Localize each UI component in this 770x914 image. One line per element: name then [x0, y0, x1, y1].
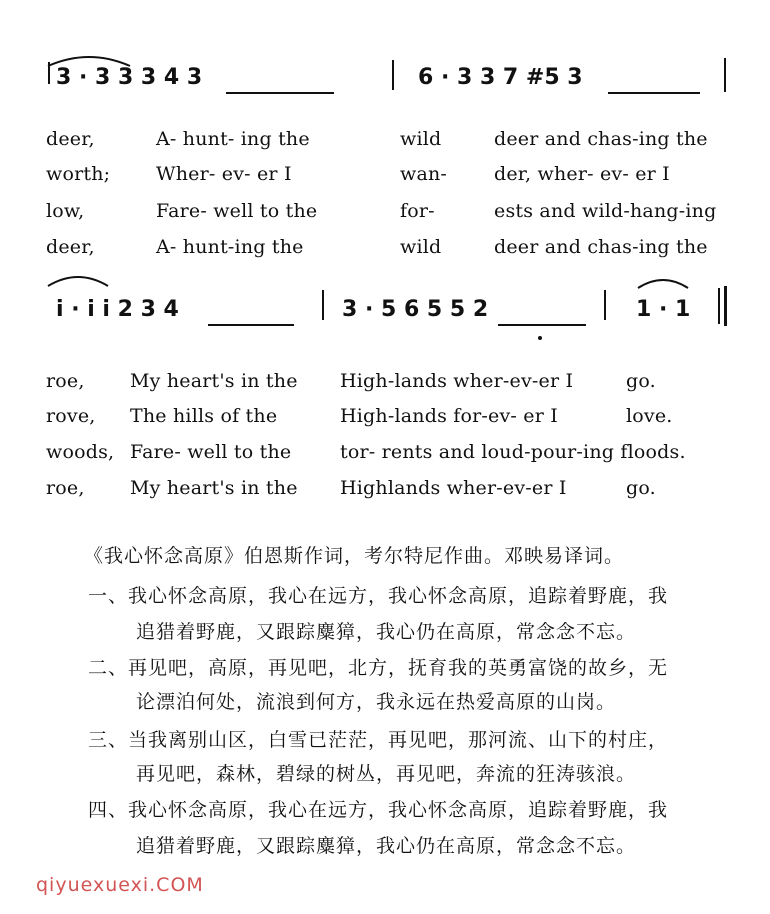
- measure-3-notes: 1 · 1: [636, 297, 691, 322]
- tie-arc: [634, 276, 692, 290]
- lyric-line: worth;: [46, 163, 111, 185]
- lyric-line: Wher- ev- er I: [156, 163, 292, 185]
- lyric-line: der, wher- ev- er I: [494, 163, 670, 185]
- lyric-line: A- hunt- ing the: [156, 128, 310, 150]
- low-octave-dot: [538, 336, 542, 340]
- verse-1-line-2: 追猎着野鹿，又跟踪麋獐，我心仍在高原，常念念不忘。: [136, 621, 637, 643]
- lyric-line: A- hunt-ing the: [156, 236, 304, 258]
- beam: [208, 324, 294, 326]
- final-barline-thin: [718, 288, 720, 324]
- lyric-line: for-: [400, 200, 435, 222]
- lyric-line: High-lands wher-ev-er I: [340, 370, 574, 392]
- lyric-line: My heart's in the: [130, 477, 298, 499]
- lyric-line: ests and wild-hang-ing: [494, 200, 717, 222]
- lyric-line: deer and chas-ing the: [494, 128, 708, 150]
- barline: [604, 290, 606, 320]
- beam: [226, 92, 334, 94]
- measure-2-notes: 6 · 3 3 7 #5 3: [418, 65, 583, 90]
- lyric-line: The hills of the: [130, 405, 278, 427]
- lyric-line: My heart's in the: [130, 370, 298, 392]
- verse-4-line-1: 四、我心怀念高原，我心在远方，我心怀念高原，追踪着野鹿，我: [88, 799, 669, 821]
- lyric-line: go.: [626, 370, 656, 392]
- verse-3-line-1: 三、当我离别山区，白雪已茫茫，再见吧，那河流、山下的村庄，: [88, 729, 669, 751]
- lyric-line: wild: [400, 128, 442, 150]
- final-barline-thick: [724, 286, 727, 326]
- credit-line: 《我心怀念高原》伯恩斯作词，考尔特尼作曲。邓映易译词。: [84, 545, 625, 567]
- lyric-line: deer,: [46, 236, 95, 258]
- verse-2-line-1: 二、再见吧，高原，再见吧，北方，抚育我的英勇富饶的故乡，无: [88, 657, 669, 679]
- lyric-line: Highlands wher-ev-er I: [340, 477, 567, 499]
- lyric-line: High-lands for-ev- er I: [340, 405, 558, 427]
- measure-2-notes: 3 · 5 6 5 5 2: [342, 297, 489, 322]
- lyric-line: tor- rents and loud-pour-ing floods.: [340, 441, 686, 463]
- verse-3-line-2: 再见吧，森林，碧绿的树丛，再见吧，奔流的狂涛骇浪。: [136, 763, 637, 785]
- lyric-line: love.: [626, 405, 673, 427]
- barline: [392, 60, 394, 90]
- barline: [724, 58, 726, 92]
- lyric-line: Fare- well to the: [156, 200, 318, 222]
- watermark: qiyuexuexi.COM: [36, 874, 204, 896]
- tie-arc: [44, 272, 112, 288]
- barline: [322, 290, 324, 320]
- start-barline: [48, 62, 50, 84]
- lyric-line: low,: [46, 200, 85, 222]
- verse-2-line-2: 论漂泊何处，流浪到何方，我永远在热爱高原的山岗。: [136, 691, 617, 713]
- beam: [498, 324, 586, 326]
- lyric-line: deer,: [46, 128, 95, 150]
- lyric-line: wan-: [400, 163, 448, 185]
- beam: [608, 92, 700, 94]
- verse-4-line-2: 追猎着野鹿，又跟踪麋獐，我心仍在高原，常念念不忘。: [136, 835, 637, 857]
- lyric-line: roe,: [46, 477, 85, 499]
- lyric-line: deer and chas-ing the: [494, 236, 708, 258]
- lyric-line: Fare- well to the: [130, 441, 292, 463]
- lyric-line: roe,: [46, 370, 85, 392]
- lyric-line: go.: [626, 477, 656, 499]
- measure-1-notes: 3 · 3 3 3 4 3: [56, 65, 203, 90]
- measure-1-notes: i · i i 2 3 4: [56, 297, 179, 322]
- lyric-line: rove,: [46, 405, 96, 427]
- lyric-line: wild: [400, 236, 442, 258]
- verse-1-line-1: 一、我心怀念高原，我心在远方，我心怀念高原，追踪着野鹿，我: [88, 585, 669, 607]
- lyric-line: woods,: [46, 441, 115, 463]
